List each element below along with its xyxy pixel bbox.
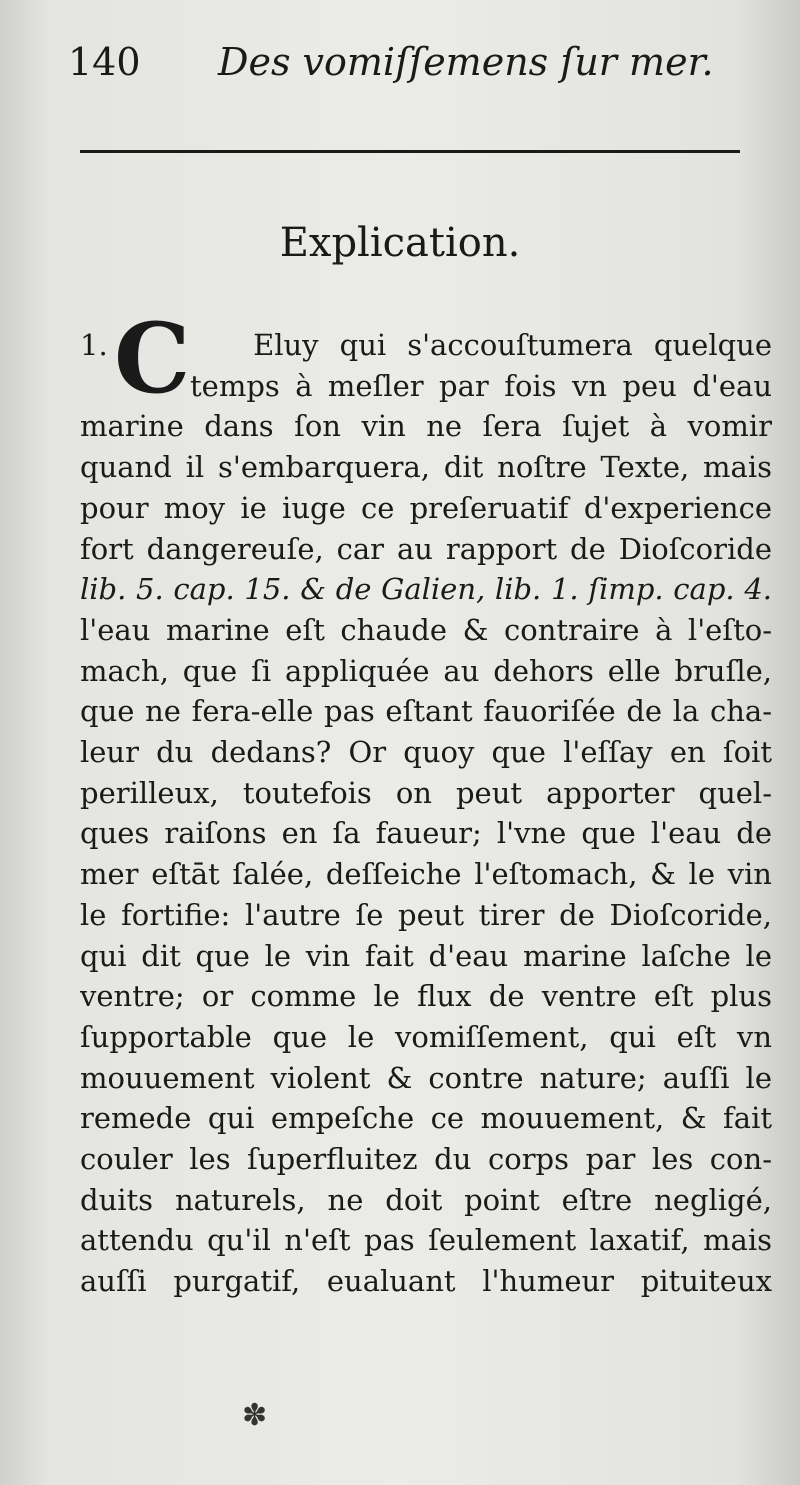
running-head: [68, 38, 748, 86]
text-line: ventre; or comme le flux de ventre eſt plus: [80, 979, 772, 1014]
line-text: Eluy qui s'accouſtumera quelque: [253, 328, 772, 362]
text-line: mach, que ſi appliquée au dehors elle bruſle,: [80, 653, 772, 688]
text-line: l'eau marine eſt chaude & contraire à l'eſto-: [80, 612, 772, 647]
text-line: fort dangereuſe, car au rapport de Dioſcoride: [80, 531, 772, 566]
text-line: auſſi purgatif, eualuant l'humeur pituiteux: [80, 1264, 772, 1299]
text-line-citation: lib. 5. cap. 15. & de Galien, lib. 1. ſimp. cap. 4.: [80, 572, 772, 607]
text-line: attendu qu'il n'eſt pas ſeulement laxatif, mais: [80, 1223, 772, 1258]
body-paragraph: [80, 302, 772, 1302]
header-rule: [80, 150, 740, 153]
text-line: perilleux, toutefois on peut apporter quel-: [80, 775, 772, 810]
text-line: que ne fera-elle pas eſtant fauoriſée de la cha-: [80, 694, 772, 729]
section-title: Explication.: [279, 220, 521, 266]
text-line: ques raiſons en ſa faueur; l'vne que l'eau de: [80, 816, 772, 851]
text-line: pour moy ie iuge ce preſeruatif d'experience: [80, 490, 772, 525]
text-line: marine dans ſon vin ne ſera ſujet à vomir: [80, 409, 772, 444]
text-line: mer eſtāt ſalée, deſſeiche l'eſtomach, & le vin: [80, 857, 772, 892]
ornament-icon: ✽: [242, 1398, 268, 1433]
text-line: qui dit que le vin fait d'eau marine laſche le: [80, 938, 772, 973]
line-text: temps à meſler par fois vn peu d'eau: [190, 368, 772, 403]
text-line: quand il s'embarquera, dit noſtre Texte, mais: [80, 450, 772, 485]
text-line: remede qui empeſche ce mouuement, & fait: [80, 1101, 772, 1136]
text-line: mouuement violent & contre nature; auſſi le: [80, 1060, 772, 1095]
text-line: le fortifie: l'autre ſe peut tirer de Dioſcoride,: [80, 897, 772, 932]
text-line: couler les ſuperfluitez du corps par les con-: [80, 1142, 772, 1177]
text-line: leur du dedans? Or quoy que l'eſſay en ſoit: [80, 735, 772, 770]
text-line: ſupportable que le vomiſſement, qui eſt vn: [80, 1019, 772, 1054]
paragraph-number: 1.: [80, 328, 108, 362]
running-title: Des vomiſſemens ſur mer.: [218, 40, 714, 84]
drop-cap: C: [114, 302, 191, 415]
page-number: 140: [68, 40, 141, 84]
text-line: duits naturels, ne doit point eſtre negligé,: [80, 1182, 772, 1217]
